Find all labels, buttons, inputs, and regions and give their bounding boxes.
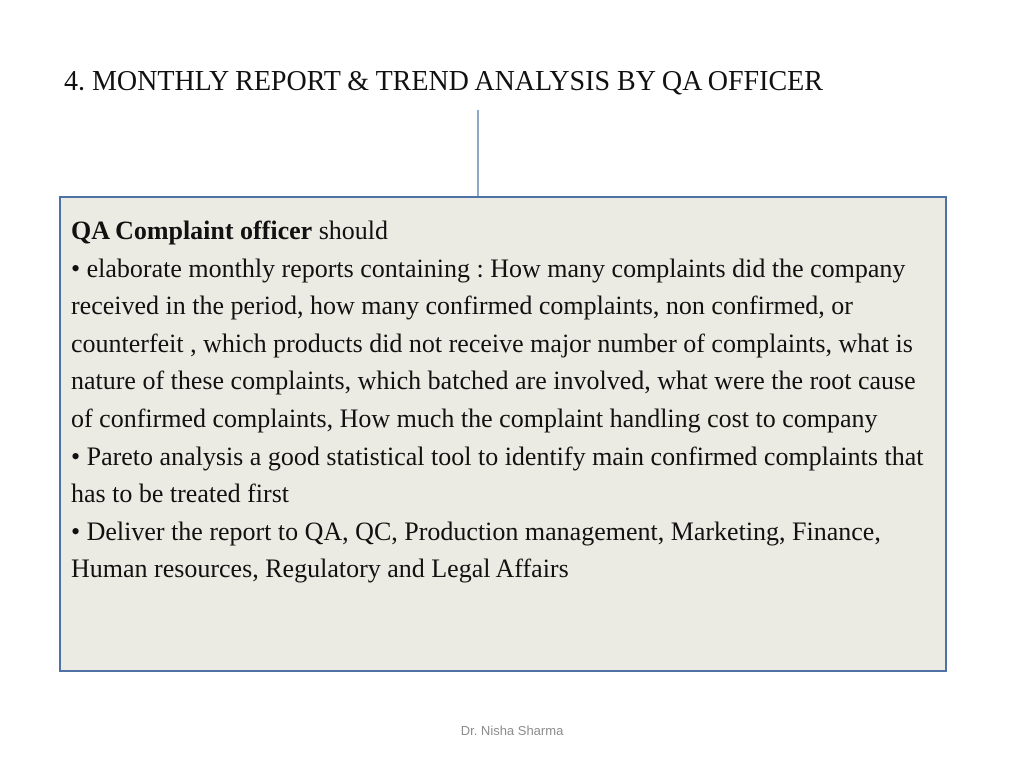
slide-title: 4. MONTHLY REPORT & TREND ANALYSIS BY QA OFFICER [64, 66, 823, 97]
content-box [59, 196, 947, 672]
box-lead-line [71, 212, 935, 250]
box-lead-bold: QA Complaint officer [71, 216, 313, 245]
connector-line [477, 110, 479, 196]
bullet-monthly-reports: • elaborate monthly reports containing : How many complaints did the company received in the period, how many confirmed complaints, non confirmed, or counterfeit , which products did not receive major number of complaints, what is nature of these complaints, which batched are involved, what were the root cause of confirmed complaints, How much the complaint handling cost to company [71, 253, 916, 433]
bullet-pareto-analysis: • Pareto analysis a good statistical tool to identify main confirmed complaints that has to be treated first [71, 441, 924, 509]
footer-author: Dr. Nisha Sharma [460, 723, 564, 738]
bullet-deliver-report: • Deliver the report to QA, QC, Production management, Marketing, Finance, Human resources, Regulatory and Legal Affairs [71, 516, 881, 584]
box-lead-rest: should [312, 216, 389, 245]
